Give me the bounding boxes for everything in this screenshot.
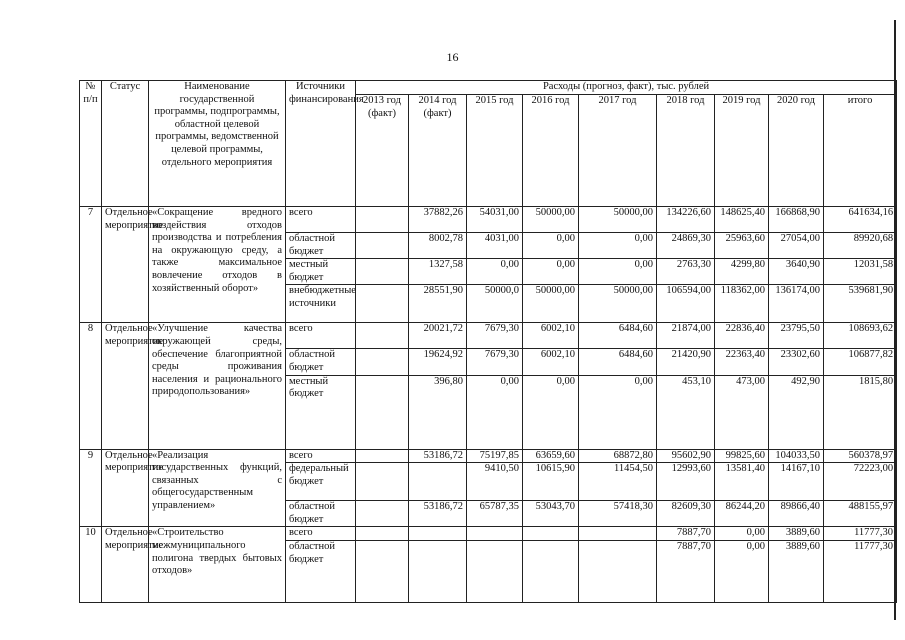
row-value-cell: 539681,90 [824,285,897,323]
row-value-cell: 20021,72 [409,323,467,349]
row-funding-source: всего [286,323,356,349]
row-value-cell: 134226,60 [657,207,715,233]
row-value-cell: 25963,60 [715,233,769,259]
row-value-cell [356,527,409,541]
row-value-cell [409,527,467,541]
row-value-cell: 50000,00 [579,285,657,323]
expenses-table [79,80,897,603]
row-value-cell: 82609,30 [657,501,715,527]
row-value-cell: 50000,00 [523,285,579,323]
header-year-5: 2018 год [657,95,715,207]
row-value-cell: 488155,97 [824,501,897,527]
row-value-cell: 118362,00 [715,285,769,323]
row-value-cell: 89920,68 [824,233,897,259]
row-value-cell: 57418,30 [579,501,657,527]
row-value-cell [356,463,409,501]
row-value-cell: 11777,30 [824,540,897,602]
row-program-name: «Улучшение качества окружающей среды, обеспечение благоприятной среды проживания населения и рационального природопользования» [149,323,286,449]
row-status: Отдельное мероприятие [102,449,149,527]
header-year-6: 2019 год [715,95,769,207]
row-value-cell: 148625,40 [715,207,769,233]
row-value-cell: 0,00 [467,375,523,449]
row-value-cell: 3889,60 [769,540,824,602]
row-value-cell: 0,00 [579,375,657,449]
row-num: 10 [80,527,102,603]
row-value-cell: 11777,30 [824,527,897,541]
row-value-cell: 136174,00 [769,285,824,323]
row-value-cell: 0,00 [523,233,579,259]
row-funding-source: всего [286,527,356,541]
row-value-cell: 6484,60 [579,349,657,375]
row-value-cell: 492,90 [769,375,824,449]
row-value-cell: 4299,80 [715,259,769,285]
row-value-cell: 13581,40 [715,463,769,501]
row-program-name: «Сокращение вредного воздействия отходов производства и потребления на окружающую среду, а также максимальное вовлечение отходов в хозяйственный оборот» [149,207,286,323]
row-program-name: «Строительство межмуниципального полигона твердых бытовых отходов» [149,527,286,603]
header-source: Источники финансирования [286,81,356,207]
row-value-cell: 0,00 [523,259,579,285]
row-value-cell [356,449,409,463]
row-value-cell: 0,00 [579,259,657,285]
row-value-cell: 22836,40 [715,323,769,349]
row-funding-source: областной бюджет [286,540,356,602]
row-value-cell: 7887,70 [657,527,715,541]
row-value-cell: 0,00 [715,540,769,602]
header-expenses: Расходы (прогноз, факт), тыс. рублей [356,81,897,95]
row-value-cell: 0,00 [715,527,769,541]
header-year-7: 2020 год [769,95,824,207]
row-value-cell [356,375,409,449]
row-value-cell: 19624,92 [409,349,467,375]
row-value-cell: 560378,97 [824,449,897,463]
row-value-cell: 11454,50 [579,463,657,501]
table-row [80,527,897,541]
row-funding-source: областной бюджет [286,233,356,259]
header-year-3: 2016 год [523,95,579,207]
row-value-cell: 50000,00 [523,207,579,233]
row-num: 9 [80,449,102,527]
row-value-cell: 50000,0 [467,285,523,323]
row-funding-source: всего [286,207,356,233]
row-status: Отдельное мероприятие [102,323,149,449]
row-program-name: «Реализация государственных функций, связанных с общегосударственным управлением» [149,449,286,527]
row-value-cell: 7679,30 [467,349,523,375]
row-value-cell: 65787,35 [467,501,523,527]
table-row [80,323,897,349]
row-value-cell: 0,00 [579,233,657,259]
row-value-cell: 9410,50 [467,463,523,501]
row-value-cell: 75197,85 [467,449,523,463]
row-value-cell: 1815,80 [824,375,897,449]
row-value-cell [467,540,523,602]
row-value-cell [356,285,409,323]
row-funding-source: местный бюджет [286,259,356,285]
row-value-cell: 86244,20 [715,501,769,527]
row-value-cell [467,527,523,541]
header-name: Наименование государственной программы, подпрограммы, областной целевой программы, ведомственной целевой программы, отдельного мероприятия [149,81,286,207]
row-value-cell [409,463,467,501]
row-value-cell: 12993,60 [657,463,715,501]
row-value-cell: 24869,30 [657,233,715,259]
header-year-2: 2015 год [467,95,523,207]
row-value-cell [356,207,409,233]
row-value-cell: 50000,00 [579,207,657,233]
row-funding-source: местный бюджет [286,375,356,449]
row-value-cell: 108693,62 [824,323,897,349]
row-num: 7 [80,207,102,323]
row-value-cell: 641634,16 [824,207,897,233]
row-value-cell: 12031,58 [824,259,897,285]
row-value-cell: 396,80 [409,375,467,449]
row-value-cell: 27054,00 [769,233,824,259]
table-row [80,449,897,463]
row-value-cell: 8002,78 [409,233,467,259]
row-value-cell: 89866,40 [769,501,824,527]
row-value-cell [523,527,579,541]
row-value-cell: 473,00 [715,375,769,449]
row-value-cell: 23302,60 [769,349,824,375]
row-value-cell: 453,10 [657,375,715,449]
row-value-cell: 54031,00 [467,207,523,233]
row-funding-source: областной бюджет [286,501,356,527]
row-value-cell [356,233,409,259]
row-funding-source: внебюджетные источники [286,285,356,323]
header-year-4: 2017 год [579,95,657,207]
row-value-cell: 95602,90 [657,449,715,463]
row-value-cell [356,501,409,527]
row-value-cell: 3640,90 [769,259,824,285]
row-value-cell: 7679,30 [467,323,523,349]
page-number: 16 [446,50,459,64]
header-year-0: 2013 год (факт) [356,95,409,207]
row-funding-source: областной бюджет [286,349,356,375]
row-funding-source: всего [286,449,356,463]
row-value-cell: 68872,80 [579,449,657,463]
row-value-cell: 23795,50 [769,323,824,349]
row-value-cell: 166868,90 [769,207,824,233]
row-value-cell [356,323,409,349]
row-value-cell: 72223,00 [824,463,897,501]
row-value-cell: 37882,26 [409,207,467,233]
row-value-cell: 63659,60 [523,449,579,463]
row-value-cell: 6002,10 [523,349,579,375]
row-value-cell: 14167,10 [769,463,824,501]
row-value-cell: 99825,60 [715,449,769,463]
row-funding-source: федеральный бюджет [286,463,356,501]
row-value-cell: 1327,58 [409,259,467,285]
row-num: 8 [80,323,102,449]
header-num: № п/п [80,81,102,207]
row-value-cell: 53186,72 [409,449,467,463]
row-value-cell [409,540,467,602]
row-value-cell: 22363,40 [715,349,769,375]
row-value-cell: 106594,00 [657,285,715,323]
row-value-cell [523,540,579,602]
row-value-cell: 7887,70 [657,540,715,602]
header-year-1: 2014 год (факт) [409,95,467,207]
row-value-cell: 4031,00 [467,233,523,259]
row-value-cell: 21420,90 [657,349,715,375]
table-row [80,207,897,233]
row-value-cell [356,540,409,602]
row-value-cell: 10615,90 [523,463,579,501]
row-value-cell [356,349,409,375]
row-value-cell: 6002,10 [523,323,579,349]
row-value-cell [356,259,409,285]
row-value-cell: 6484,60 [579,323,657,349]
row-value-cell: 28551,90 [409,285,467,323]
row-value-cell: 0,00 [467,259,523,285]
row-value-cell [579,540,657,602]
row-value-cell: 104033,50 [769,449,824,463]
row-value-cell: 0,00 [523,375,579,449]
row-value-cell: 2763,30 [657,259,715,285]
header-year-8: итого [824,95,897,207]
row-value-cell: 106877,82 [824,349,897,375]
row-value-cell [579,527,657,541]
row-status: Отдельное мероприятие [102,207,149,323]
row-value-cell: 21874,00 [657,323,715,349]
header-status: Статус [102,81,149,207]
row-status: Отдельное мероприятие [102,527,149,603]
row-value-cell: 53186,72 [409,501,467,527]
row-value-cell: 53043,70 [523,501,579,527]
row-value-cell: 3889,60 [769,527,824,541]
